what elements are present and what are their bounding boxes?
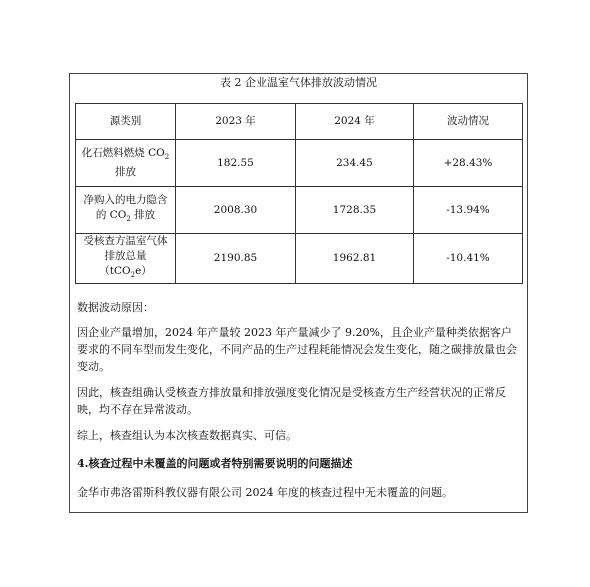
row-change: -10.41%	[414, 234, 523, 284]
row-source: 净购入的电力隐含 的 $CO_2$ 排放	[76, 187, 176, 234]
header-2023: 2023 年	[176, 104, 296, 140]
row-2023-value: 2190.85	[176, 234, 296, 284]
paragraph-uncovered: 金华市弗洛雷斯科教仪器有限公司 2024 年度的核查过程中无未覆盖的问题。	[77, 486, 453, 499]
header-2024: 2024 年	[296, 104, 414, 140]
row-change: +28.43%	[414, 140, 523, 187]
row-change: -13.94%	[414, 187, 523, 234]
row-2023-value: 182.55	[176, 140, 296, 187]
paragraph-label: 数据波动原因：	[77, 301, 154, 314]
header-change: 波动情况	[414, 104, 523, 140]
paragraph-conclusion: 综上，核查组认为本次核查数据真实、可信。	[77, 429, 297, 442]
emission-table	[75, 103, 523, 284]
paragraph-reason: 因企业产量增加，2024 年产量较 2023 年产量减少了 9.20%，且企业产量种类依据客户要求的不同车型而发生变化，不同产品的生产过程耗能情况会发生变化，随之碳排放量也会变动。	[77, 326, 517, 373]
section-heading: 4.核查过程中未覆盖的问题或者特别需要说明的问题描述	[77, 457, 353, 470]
row-2023-value: 2008.30	[176, 187, 296, 234]
table-caption: 表 2 企业温室气体排放波动情况	[220, 76, 377, 89]
table-row	[76, 187, 523, 234]
document-frame	[69, 73, 528, 513]
row-2024-value: 1962.81	[296, 234, 414, 284]
row-source: 化石燃料燃烧 $CO_2$ 排放	[76, 140, 176, 187]
row-source: 受核查方温室气体 排放总量（tCO$_2$e）	[76, 234, 176, 284]
row-2024-value: 1728.35	[296, 187, 414, 234]
table-row	[76, 234, 523, 284]
table-header-row	[76, 104, 523, 140]
row-2024-value: 234.45	[296, 140, 414, 187]
paragraph-confirmation: 因此，核查组确认受核查方排放量和排放强度变化情况是受核查方生产经营状况的正常反映，均不存在异常波动。	[77, 386, 506, 416]
table-row	[76, 140, 523, 187]
header-source: 源类别	[76, 104, 176, 140]
